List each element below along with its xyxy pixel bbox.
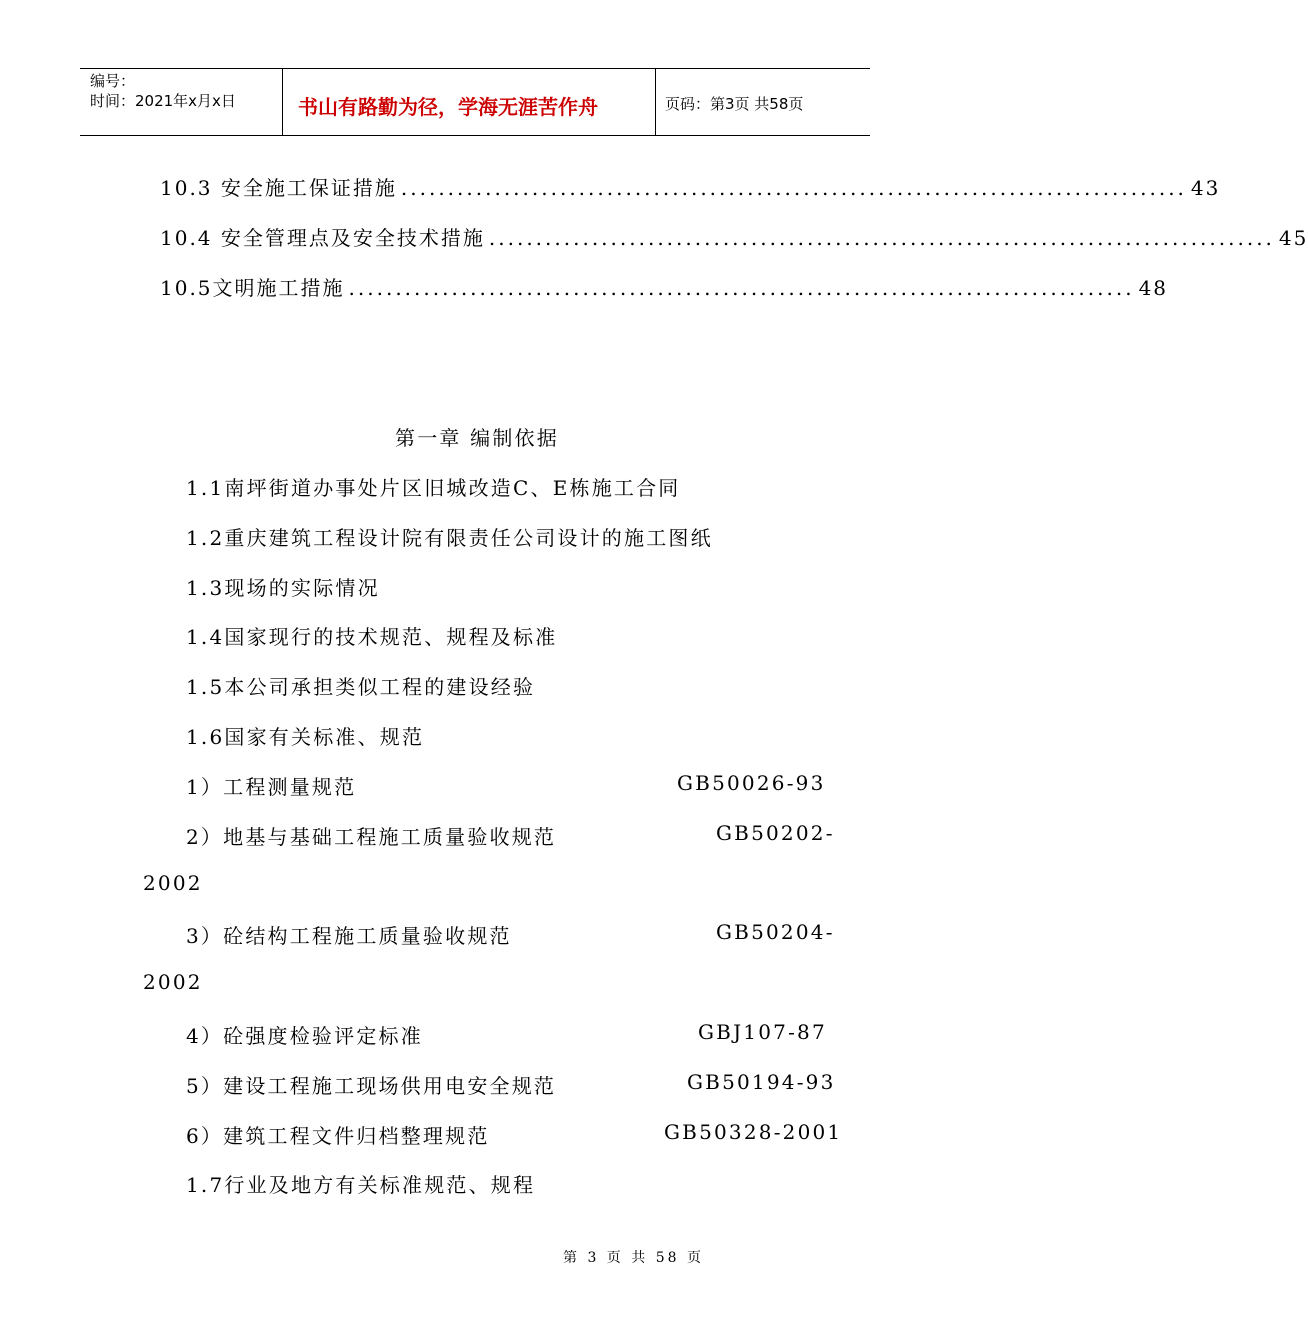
standard-name: 4）砼强度检验评定标准	[186, 1024, 423, 1048]
standard-code: GB50328-2001	[664, 1120, 843, 1144]
standard-code-continuation: 2002	[143, 871, 203, 895]
standard-name: 5）建设工程施工现场供用电安全规范	[186, 1074, 557, 1098]
toc-page: 48	[1138, 276, 1169, 300]
standard-code: GB50202-	[716, 821, 835, 845]
standard-name: 2）地基与基础工程施工质量验收规范	[186, 825, 557, 849]
standard-code: GBJ107-87	[698, 1020, 827, 1044]
header-number-label: 编号：	[90, 72, 136, 90]
standard-code: GB50204-	[716, 920, 835, 944]
basis-item: 1.7行业及地方有关标准规范、规程	[186, 1173, 536, 1197]
header-divider-right	[655, 68, 656, 135]
basis-item: 1.4国家现行的技术规范、规程及标准	[186, 625, 558, 649]
header-divider-left	[282, 68, 283, 135]
standard-code-continuation: 2002	[143, 970, 203, 994]
basis-item: 1.3现场的实际情况	[186, 576, 380, 600]
header-page-info: 页码：第3页 共58页	[665, 95, 804, 113]
standard-code: GB50194-93	[687, 1070, 836, 1094]
basis-item: 1.1南坪街道办事处片区旧城改造C、E栋施工合同	[186, 476, 681, 500]
header-time-label: 时间：2021年x月x日	[90, 92, 236, 110]
toc-label: 10.4 安全管理点及安全技术措施	[160, 226, 485, 250]
toc-label: 10.5文明施工措施	[160, 276, 345, 300]
page-footer: 第 3 页 共 58 页	[563, 1250, 704, 1266]
toc-label: 10.3 安全施工保证措施	[160, 176, 397, 200]
basis-item: 1.5本公司承担类似工程的建设经验	[186, 675, 536, 699]
toc-leader: ....................................................................................	[400, 176, 1187, 200]
toc-row	[160, 272, 1169, 302]
toc-page: 45	[1278, 226, 1308, 250]
basis-item: 1.2重庆建筑工程设计院有限责任公司设计的施工图纸	[186, 526, 713, 550]
header-bottom-rule	[80, 135, 870, 136]
toc-leader: ....................................................................................	[348, 276, 1135, 300]
header-top-rule	[80, 68, 870, 69]
chapter-title: 第一章 编制依据	[395, 426, 559, 450]
header-motto: 书山有路勤为径，学海无涯苦作舟	[298, 95, 598, 119]
standard-name: 6）建筑工程文件归档整理规范	[186, 1124, 490, 1148]
toc-leader: ....................................................................................	[488, 226, 1275, 250]
standard-code: GB50026-93	[677, 771, 826, 795]
toc-row	[160, 172, 1221, 202]
toc-page: 43	[1190, 176, 1221, 200]
basis-item: 1.6国家有关标准、规范	[186, 725, 425, 749]
toc-row	[160, 222, 1308, 252]
standard-name: 1）工程测量规范	[186, 775, 357, 799]
standard-name: 3）砼结构工程施工质量验收规范	[186, 924, 512, 948]
